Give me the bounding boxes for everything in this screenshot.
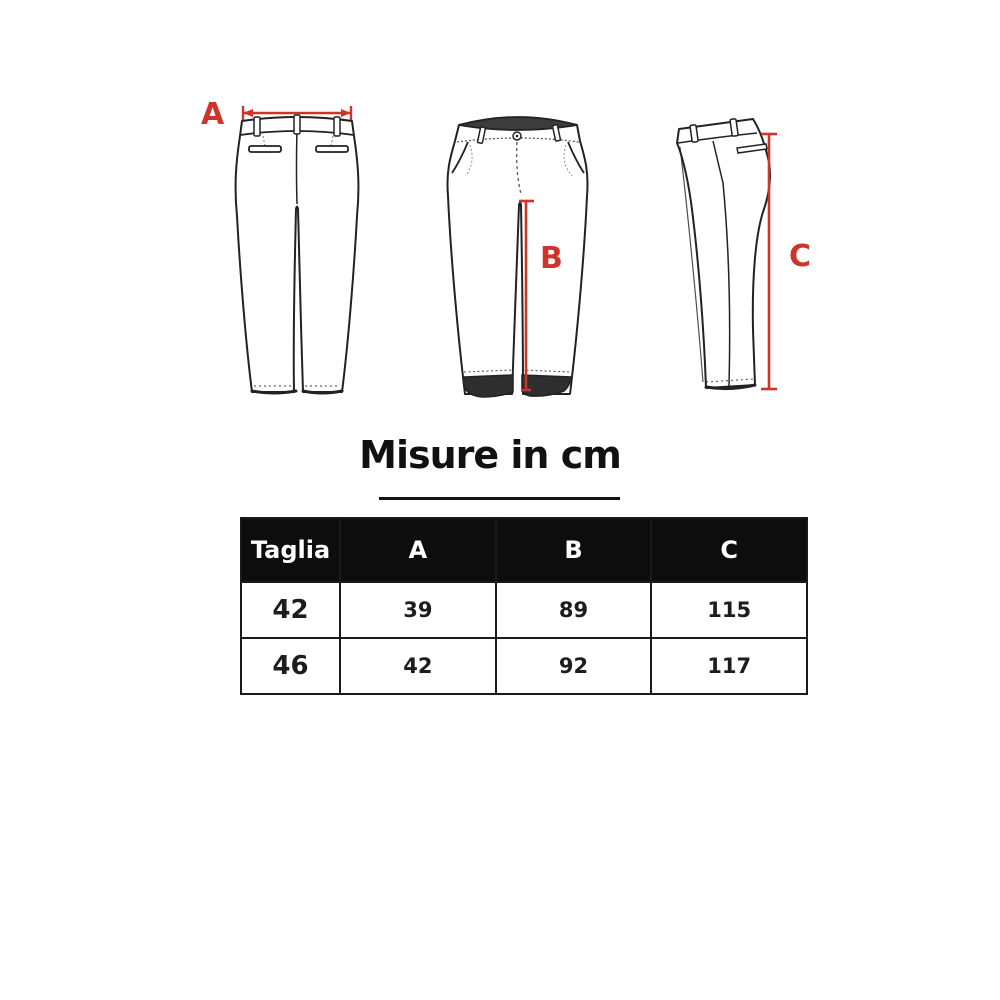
hem-edges <box>252 391 342 393</box>
cell-46-b: 92 <box>496 638 652 694</box>
cell-size-46: 46 <box>241 638 340 694</box>
cell-42-a: 39 <box>340 582 496 638</box>
cell-42-b: 89 <box>496 582 652 638</box>
header-c: C <box>651 518 807 582</box>
pants-side-silhouette <box>677 119 770 388</box>
pants-front-silhouette <box>447 119 587 395</box>
waistband-inner-dark <box>459 117 577 130</box>
header-a: A <box>340 518 496 582</box>
pants-front-view-drawing <box>425 95 640 410</box>
center-back-seam <box>297 128 298 204</box>
measure-label-c: C <box>789 239 812 274</box>
table-row <box>241 638 807 694</box>
header-taglia: Taglia <box>241 518 340 582</box>
table-row <box>241 582 807 638</box>
measure-label-a: A <box>201 97 225 132</box>
measure-label-b: B <box>540 241 563 276</box>
table-header-row <box>241 518 807 582</box>
title-underline <box>379 497 620 500</box>
header-b: B <box>496 518 652 582</box>
size-table <box>240 517 808 695</box>
cell-46-c: 117 <box>651 638 807 694</box>
waist-button <box>513 132 521 140</box>
page-title: Misure in cm <box>359 433 621 477</box>
hem-left-dark <box>464 375 513 397</box>
cell-46-a: 42 <box>340 638 496 694</box>
cell-size-42: 42 <box>241 582 340 638</box>
cell-42-c: 115 <box>651 582 807 638</box>
pants-back-view-drawing <box>190 95 405 410</box>
